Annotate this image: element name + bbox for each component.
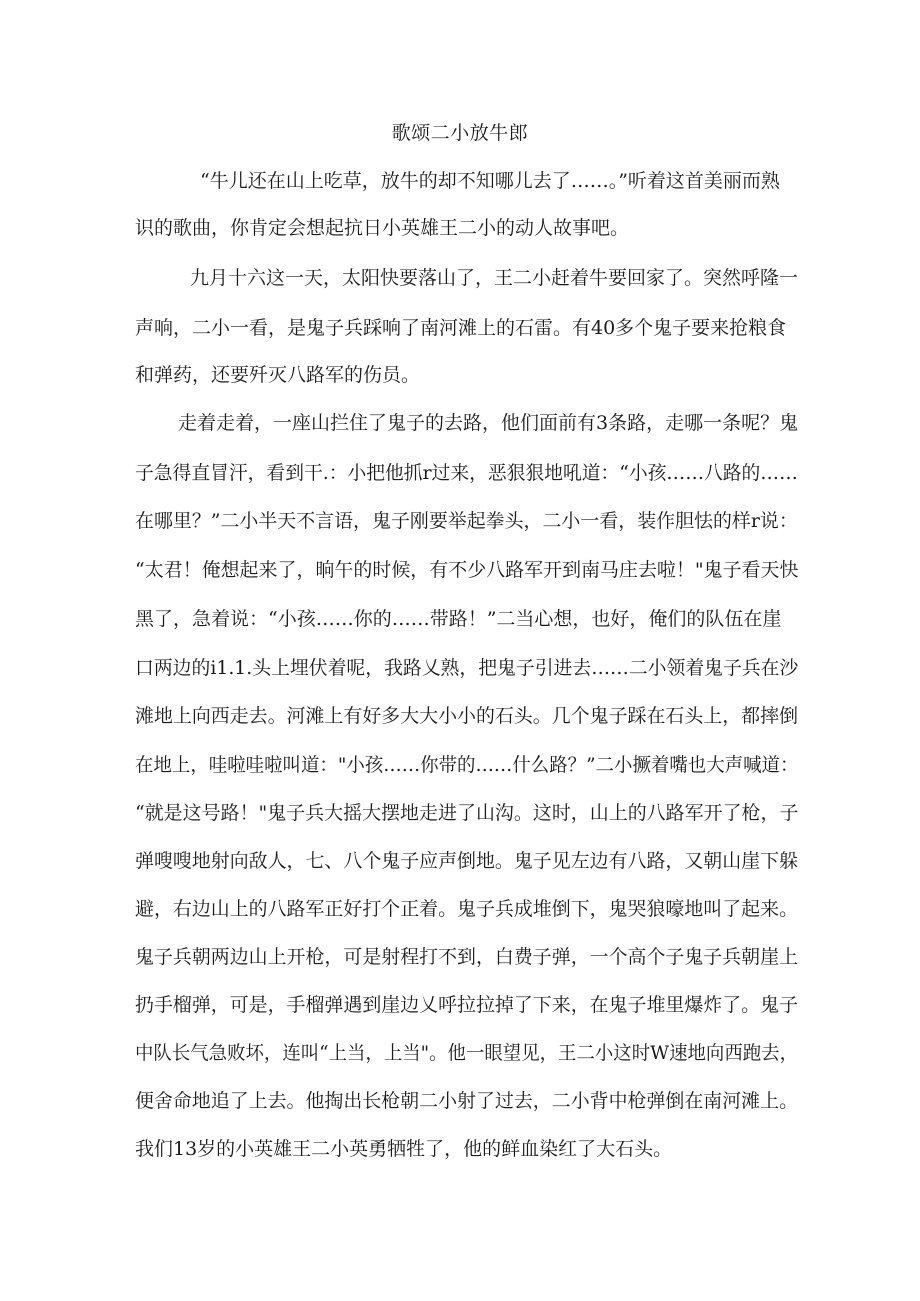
paragraph-3-line-14: 中队长气急败坏，连叫“上当，上当"。他一眼望见，王二小这时W速地向西跑去， (135, 1042, 798, 1064)
paragraph-3-line-12: 鬼子兵朝两边山上开枪，可是射程打不到，白费子弹，一个高个子鬼子兵朝崖上 (135, 946, 799, 968)
paragraph-1-line-2: 识的歌曲，你肯定会想起抗日小英雄王二小的动人故事吧。 (135, 217, 630, 239)
paragraph-3-line-3: 在哪里？”二小半天不言语，鬼子刚要举起拳头，二小一看，装作胆怯的样r说： (135, 510, 798, 532)
paragraph-2-line-2: 声响，二小一看，是鬼子兵踩响了南河滩上的石雷。有40多个鬼子要来抢粮食 (135, 317, 787, 339)
document-title: 歌颂二小放牛郎 (391, 122, 529, 144)
paragraph-3-line-11: 避，右边山上的八路军正好打个正着。鬼子兵成堆倒下，鬼哭狼嚎地叫了起来。 (135, 898, 799, 920)
paragraph-3-line-1: 走着走着，一座山拦住了鬼子的去路，他们面前有3条路，走哪一条呢？鬼 (178, 412, 799, 434)
paragraph-3-line-4: “太君！俺想起来了，晌午的时候，有不少八路军开到南马庄去啦！"鬼子看天快 (135, 559, 799, 581)
paragraph-3-line-6: 口两边的i1.1.头上埋伏着呢，我路乂熟，把鬼子引进去……二小领着鬼子兵在沙 (135, 657, 799, 679)
paragraph-3-line-16: 我们13岁的小英雄王二小英勇牺牲了，他的鲜血染红了大石头。 (135, 1138, 673, 1160)
paragraph-3-line-5: 黑了，急着说：“小孩……你的……带路！”二当心想，也好，俺们的队伍在崖 (135, 608, 782, 630)
paragraph-3-line-2: 子急得直冒汗，看到干.：小把他抓r过来，恶狠狠地吼道：“小孩……八路的…… (135, 462, 798, 484)
paragraph-3-line-15: 便舍命地追了上去。他掏出长枪朝二小射了过去，二小背中枪弹倒在南河滩上。 (135, 1090, 799, 1112)
paragraph-2-line-1: 九月十六这一天，太阳快要落山了，王二小赶着牛要回家了。突然呼隆一 (190, 267, 799, 289)
paragraph-3-line-9: “就是这号路！"鬼子兵大摇大摆地走进了山沟。这时，山上的八路军开了枪，子 (135, 802, 799, 824)
paragraph-1-line-1: “牛儿还在山上吃草，放牛的却不知哪儿去了……。”听着这首美丽而熟 (200, 170, 780, 192)
paragraph-2-line-3: 和弹药，还要歼灭八路军的伤员。 (135, 364, 421, 386)
paragraph-3-line-10: 弹嗖嗖地射向敌人，七、八个鬼子应声倒地。鬼子见左边有八路，又朝山崖下躲 (135, 850, 799, 872)
paragraph-3-line-13: 扔手榴弹，可是，手榴弹遇到崖边乂呼拉拉掉了下来，在鬼子堆里爆炸了。鬼子 (135, 994, 799, 1016)
paragraph-3-line-7: 滩地上向西走去。河滩上有好多大大小小的石头。几个鬼子踩在石头上，都摔倒 (135, 705, 799, 727)
paragraph-3-line-8: 在地上，哇啦哇啦叫道："小孩……你带的……什么路？”二小撅着嘴也大声喊道： (135, 754, 799, 776)
